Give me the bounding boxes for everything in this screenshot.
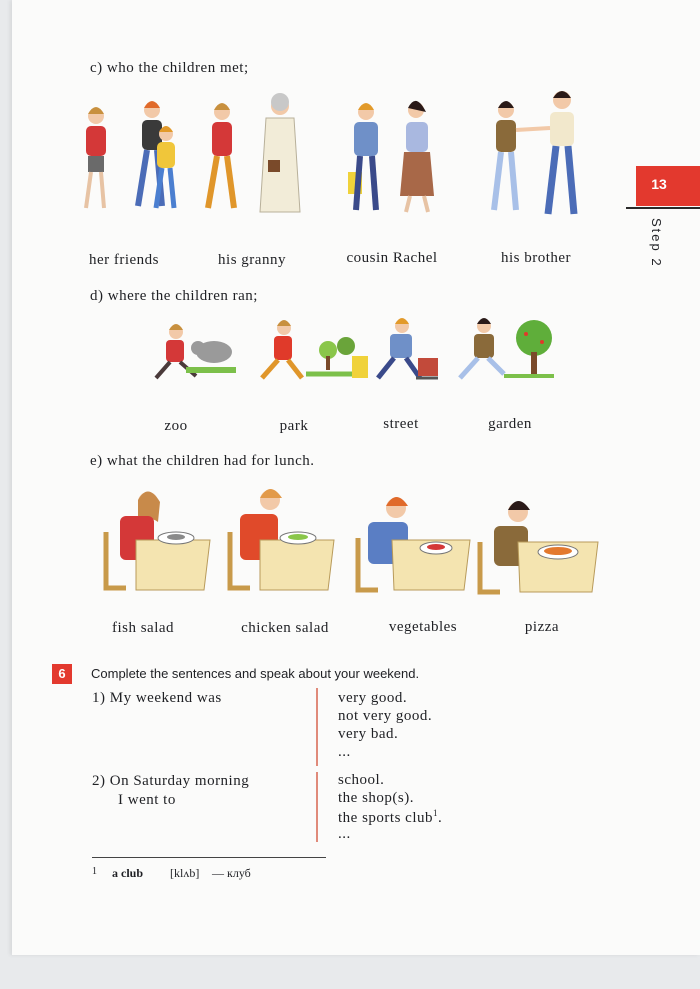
caption-park: park	[279, 418, 309, 434]
item1-prompt: 1) My weekend was	[92, 690, 222, 706]
item2-prompt-line2: I went to	[118, 792, 176, 808]
fish-salad-illustration	[106, 491, 210, 590]
caption-his-brother: his brother	[500, 250, 572, 266]
vegetables-illustration	[358, 497, 470, 590]
street-illustration	[352, 318, 438, 378]
garden-illustration	[460, 318, 554, 378]
caption-vegetables: vegetables	[388, 619, 458, 635]
pizza-illustration	[480, 501, 598, 592]
section-d-heading: d) where the children ran;	[90, 288, 258, 304]
item2-divider	[316, 772, 318, 842]
caption-her-friends: her friends	[88, 252, 160, 268]
friends-illustration	[86, 101, 175, 208]
park-illustration	[262, 320, 356, 378]
rachel-illustration	[348, 101, 434, 212]
tab-rule	[626, 207, 700, 209]
illustration-met	[64, 96, 604, 236]
sports-club-text: the sports club	[338, 810, 433, 826]
section-e-heading: e) what the children had for lunch.	[90, 453, 315, 469]
caption-garden: garden	[488, 416, 532, 432]
caption-cousin-rachel: cousin Rachel	[346, 250, 438, 266]
footnote-rule	[92, 857, 326, 858]
item1-option-2: not very good.	[338, 708, 433, 724]
page-number: 13	[651, 176, 667, 192]
item2-prompt-line1: 2) On Saturday morning	[92, 773, 250, 789]
caption-his-granny: his granny	[218, 252, 286, 268]
item2-option-2: the shop(s).	[338, 790, 414, 806]
caption-chicken-salad: chicken salad	[241, 620, 329, 636]
item2-option-1: school.	[338, 772, 385, 788]
caption-fish-salad: fish salad	[111, 620, 175, 636]
item1-option-3: very bad.	[338, 726, 399, 742]
caption-zoo: zoo	[164, 418, 188, 434]
exercise-instruction: Complete the sentences and speak about your weekend.	[91, 666, 420, 681]
granny-illustration	[208, 93, 300, 212]
illustration-lunch	[104, 482, 604, 602]
chicken-salad-illustration	[230, 489, 334, 590]
caption-pizza: pizza	[524, 619, 560, 635]
brother-illustration	[494, 91, 574, 214]
footnote-ref: 1	[433, 808, 438, 818]
item2-option-3: the sports club$^1$.	[338, 808, 443, 826]
item2-option-4: ...	[338, 826, 351, 842]
caption-street: street	[383, 416, 419, 432]
section-c-heading: c) who the children met;	[90, 60, 249, 76]
footnote-word: a club	[112, 866, 144, 880]
illustration-ran	[120, 316, 560, 396]
item1-option-4: ...	[338, 744, 351, 760]
footnote-translation: — клуб	[212, 866, 251, 880]
footnote-mark: 1	[92, 866, 97, 877]
exercise-number-badge: 6	[52, 664, 72, 684]
item1-divider	[316, 688, 318, 766]
item1-option-1: very good.	[338, 690, 408, 706]
zoo-illustration	[156, 324, 236, 378]
step-label: Step 2	[649, 218, 664, 268]
footnote-transcription: [klʌb]	[170, 866, 200, 880]
